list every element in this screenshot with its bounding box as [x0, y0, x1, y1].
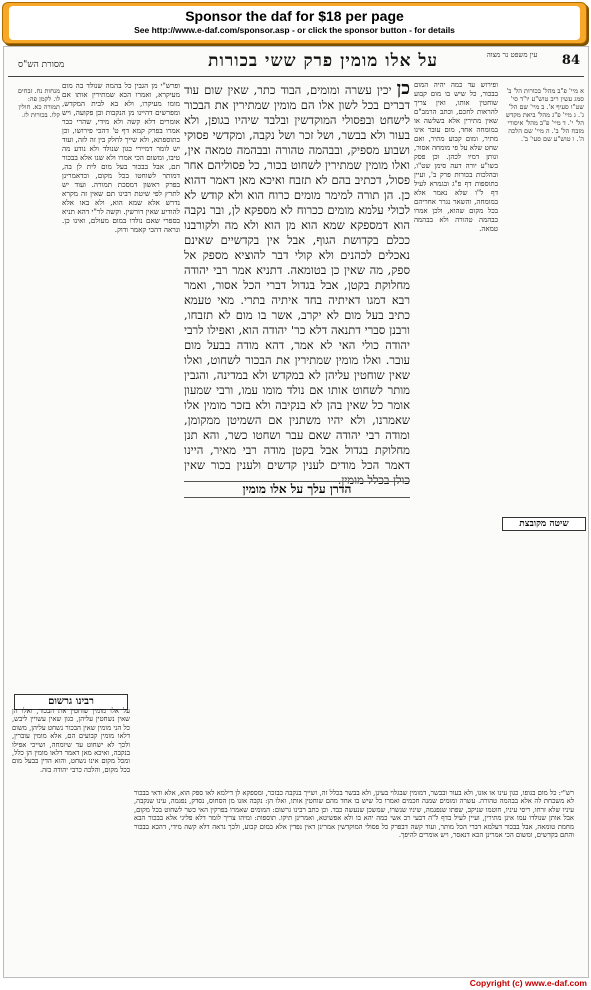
gemara-column: [184, 81, 410, 786]
sponsor-subtitle: See http://www.e-daf.com/sponsor.asp - or click the sponsor button - for details: [134, 25, 455, 35]
ein-mishpat-margin: א מיי' פ"ב מהל' בכורות הל' ב' סמג עשין ריב טוש"ע יו"ד סי' שט"ו סעיף א'. ב מיי' שם הל' ג'. ג מיי' פ"ג מהל' ביאת מקדש הל' י'. ד מיי' פ"ב מהל' איסורי מזבח הל' ב'. ה מיי' שם הלכה ה'. ו טוש"ע שם סעי' ב'.: [505, 87, 584, 143]
rabbeinu-gershom-title: רבינו גרשום: [14, 694, 128, 710]
sponsor-banner[interactable]: [2, 2, 587, 44]
rabbeinu-gershom-column: [12, 707, 130, 957]
sponsor-banner-inner[interactable]: [9, 6, 580, 40]
commentary-bottom-text: רש"י: כל מום בגופו, כגון עינו או אזנו, ולא בעור ובבשר, דמומין שבגלוי בעינן, ולא בבשר בכלל זה, ושייך בנקבה כבזכר, ומספקא לן דילמא לאו ספק הוא, אלא ודאי בבכור לא משכחת לה אלא בבהמה טהורה. עשרה ומומים שמנה חכמים ואמרו כל שיש בו אחד מהם שוחטין אותו, ואלו הן: נקבה אזנו מן הסחוס, נסדק, נפגמה, עינו שנקבה, עיניו שלא זרחו, ריסי עיניו, חוטמו שניקב, שפתו שנפגמה, שיניו שנשרו, שמשכן שנעשה כבד. וכן כתב רבינו גרשום: המומים שאמרו בפרקין האי כשר לשחוט בכל מקום, אבל אותן שנולדו עמו אינן מתירין, ועיין לעיל בדף ל"ה דבעי רב אשי כמה יהא בו ולא אפשיטא, ואמרינן תיקו. תוספות: ומיהו צריך לומר דלא פליגי אלא בבכור הבא מחמת טומאה, אבל בבכור דעלמא דברי הכל מותר, ועוד קשה דבפרק כל פסולי המוקדשין אמרינן דאין נפדין אלא במום קבוע, ולכך נראה דלא קשה מידי, דהכא בבכור והתם בקדשים, ומשום הכי אמרינן הכא דנאסר, ויש אומרים להיפך.: [134, 789, 574, 840]
ein-mishpat-label: עין משפט נר מצוה: [486, 51, 538, 59]
tosafot-text: ופרש"י מן הגבין כל בהמה שנולד בה מום מעיקרא, ואמרו הכא שמתירין אותו אם מומו מעיקרו, ולא בא לבית המקדש, ומפרשים דהיינו מן הנקבות ובן פקועה, ויש אומרים דלא קשה ולא מידי, שהרי כבר אמרו בפרק קמא דף ט' דהכי פירושו, וכן בתוספתא, ולא שייך לחלק בין זה לזה, ועוד יש לומר דמיירי כגון שנולד ולא נודע מה טיבו, ומשום הכי אמרו ולא שנו אלא בבכור תם, אבל בבכור בעל מום לית לן בה, דמותר לשוחטו בכל מקום, וכדאמרינן בפרק ראשון דמסכת תמורה. ועוד יש לתרץ לפי שיטת רבינו תם שאין זה מקרא נדרש אלא שמא הוא, ולא באו אלא להודיע שאין דורשין. וקשה לר"י דהא תניא בספרי שאם נולדו במום מעולם, ואינו כן. ונראה דהכי קאמר ודוק.: [62, 81, 180, 234]
sponsor-title: Sponsor the daf for $18 per page: [185, 8, 404, 24]
page-header: [4, 49, 588, 77]
commentary-bottom: [134, 789, 574, 971]
hadran-heading: הדרן עלך על אלו מומין: [184, 481, 410, 498]
rabbeinu-gershom-text: על אלו מומין שוחטין את הבכור, ואלו הן שאין נשחטין עליהן, כגון שאין עשויין ליבש, כל הני מומין שאין הבכור נשחט עליהן, משום דלאו מומין קבועים הם, אלא מומין עוברין, ולכך לא ישחוט עד שיומחה, ושייכי אפילו בנקבה, ואיכא מאן דאמר דלאו מומין הן כלל, ומכל מקום אינו נשחט, והוא הדין בבעל מום בכל מקום, והלכה כרבי יהודה בזה.: [12, 707, 130, 774]
gemara-text: יכין עשרה ומומים, הבוד כתר, שאין שום עוד דברים בכל לשון אלו הם מומין שמתירין את הבכור לישחט ובפסולי המוקדשין ובלבד שיהיו בגופן, ולא בעור ולא בבשר, ושל זכר ושל נקבה, ומקדשי פסוקי ושבוע מספיק, ובבהמה טהורה ובבהמה טמאה אין, ואלו מומין שמתירין לשחוט בכור, כל פסוליהם אחר פסול, דכתיב בהם לא תזבח ואיכא מאן דאמר דהוא כן. הן תורה למימר מומים כרוח הוא ולא קודש לא לכולי עלמא מומים ככרוח לא מספקא לן, ובר נקבה הוא דמספקא שמא הוא מן הוא ולא מה ולקורבנו ככלם בקדושת הגוף, אבל אין בקדשיים שאינם נאכלים לכהנים ולא קולי דבר להוציא מספק אל ספק, מה שאין כן בטומאה. דתניא אמר רבי יהודה מחלוקת בקטן, אבל בגדול דברי הכל אסור, ואמר רבא דמגו דאיתיה בחד איתיה בתרי. מאי טעמא כתיב בעל מום לא יקרב, אשר בו מום לא תזבחו, ורבנן סברי דתנאה דלא כר' יהודה הוא, ואפילו לרבי יהודה כולי האי לא אמר, דהא מודה בבעל מום עובר. ואלו מומין שמתירין את הבכור לשחוט, ואלו שאין שוחטין עליהן לא במקדש ולא במדינה, והגבין מותר לשחוט אותו אם נולד מומו עמו, ורבי שמעון אומר כל שאין בהן לא בנקיבה ולא בזכר מומין אלו שאמרנו, ולא יהיו משתנין אם השמיטן ממקומן, ומודה רבי יהודה שאם עבר ושחטו כשר, והא תנן מחלוקת בגדול אבל בקטן מודה רבי מאיר, היינו דאמר הכל מודים לענין קדשים ולענין בכור שאין כולן בכלל מומין.: [184, 83, 410, 487]
lead-word: כן: [396, 81, 410, 99]
chapter-title: על אלו מומין פרק ששי בכורות: [208, 51, 438, 71]
tosafot-column: [62, 81, 180, 676]
copyright-footer[interactable]: Copyright (c) www.e-daf.com: [469, 978, 587, 988]
rashi-text: ופירוש עד כמה יהיה המום בבכור, כל שיש בו מום קבוע שוחטין אותו, ואין צריך להראות לחכם, וכתב הרמב"ם שאין מתירין אלא בשלשה או במומחה אחד, מום עובר אינו מתיר, ומום קבוע מתיר, ואם שחט שלא על פי מומחה אסור, ונותן דמיו לכהן. וכן פסק בשו"ע יורה דעה סימן שט"ו, ובהלכות בכורות פרק ב', ועיין בתוספות דף פ"ג ובגמרא לעיל דף ל"ו שלא נאמר אלא במומחה, והשאר נגרר אחריהם בכל מקום שהוא, ולכן אמרו בבהמה טהורה ולא בבהמה טמאה.: [414, 81, 498, 233]
page-number: 84: [561, 53, 580, 68]
masoret-margin: מנחות נח. זבחים לו. לקמן פה: תמורה כא. חולין קלו. בכורות לז.: [17, 87, 60, 119]
shita-mekubetzet-title: שיטה מקובצת: [502, 517, 586, 531]
rashi-column: [414, 81, 498, 786]
header-rule: [8, 76, 584, 77]
talmud-page: [3, 46, 589, 978]
masoret-hashas-label: מסורת הש"ס: [18, 60, 65, 70]
